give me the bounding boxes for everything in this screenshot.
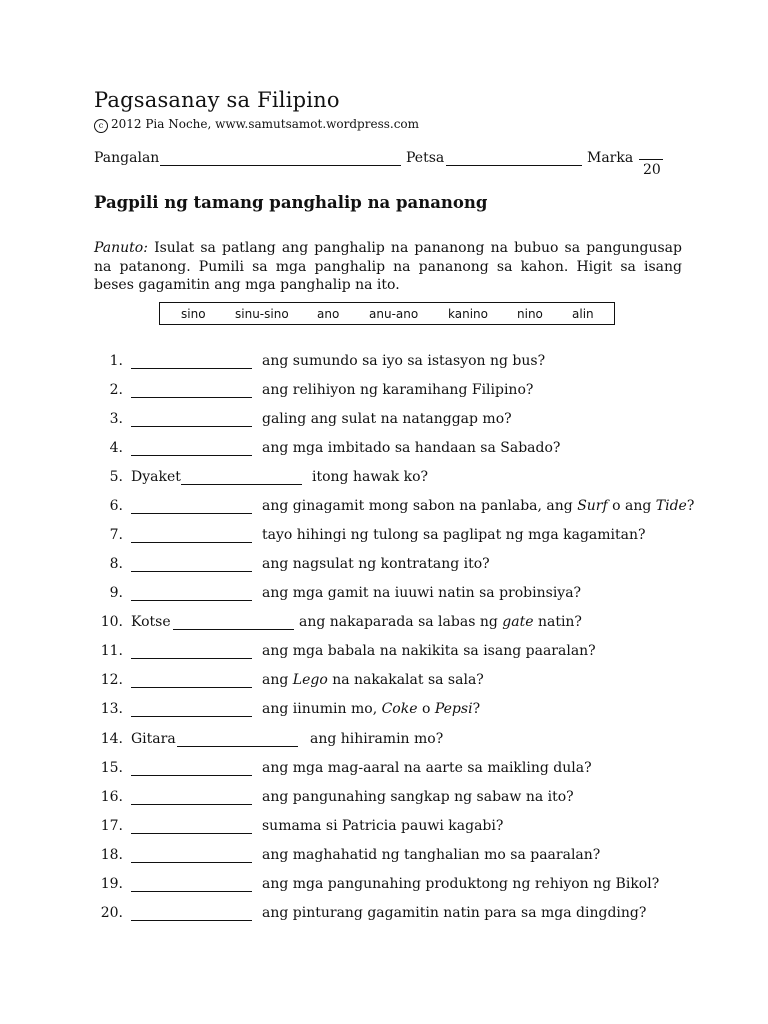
- question-item: 20. ang pinturang gagamitin natin para sa mga dingding?: [100, 905, 647, 921]
- section-title: Pagpili ng tamang panghalip na pananong: [94, 193, 488, 212]
- page-title: Pagsasanay sa Filipino: [94, 88, 340, 112]
- answer-blank[interactable]: [131, 775, 252, 776]
- question-item: 12. ang Lego na nakakalat sa sala?: [100, 672, 484, 688]
- answer-blank[interactable]: [131, 513, 252, 514]
- word-box: [159, 302, 615, 325]
- answer-blank[interactable]: [131, 804, 252, 805]
- word-option: alin: [572, 307, 594, 321]
- question-item: 17. sumama si Patricia pauwi kagabi?: [100, 818, 504, 834]
- instructions-lead: Panuto:: [94, 240, 148, 256]
- question-item: 2. ang relihiyon ng karamihang Filipino?: [109, 382, 534, 398]
- question-item: 18. ang maghahatid ng tanghalian mo sa paaralan?: [100, 847, 601, 863]
- answer-blank[interactable]: [131, 542, 252, 543]
- word-option: ano: [317, 307, 340, 321]
- question-item: 13. ang iinumin mo, Coke o Pepsi?: [100, 701, 481, 717]
- answer-blank[interactable]: [131, 862, 252, 863]
- answer-blank[interactable]: [173, 629, 294, 630]
- instructions: [94, 239, 682, 295]
- question-item: 3. galing ang sulat na natanggap mo?: [109, 411, 512, 427]
- name-label: Pangalan: [94, 150, 160, 166]
- score-field[interactable]: [639, 159, 663, 160]
- question-item: 1. ang sumundo sa iyo sa istasyon ng bus?: [109, 353, 546, 369]
- answer-blank[interactable]: [131, 687, 252, 688]
- score-label: Marka: [587, 150, 634, 166]
- score-total: 20: [643, 162, 661, 178]
- answer-blank[interactable]: [177, 746, 298, 747]
- word-option: nino: [517, 307, 543, 321]
- word-option: kanino: [448, 307, 488, 321]
- copyright-text: 2012 Pia Noche, www.samutsamot.wordpress.com: [111, 117, 420, 131]
- question-item: 8. ang nagsulat ng kontratang ito?: [109, 556, 490, 572]
- word-option: sino: [181, 307, 206, 321]
- answer-blank[interactable]: [131, 426, 252, 427]
- answer-blank[interactable]: [131, 833, 252, 834]
- answer-blank[interactable]: [131, 397, 252, 398]
- question-item: 5. Dyaket itong hawak ko?: [109, 469, 429, 485]
- question-item: 9. ang mga gamit na iuuwi natin sa probinsiya?: [109, 585, 582, 601]
- answer-blank[interactable]: [131, 455, 252, 456]
- question-item: 16. ang pangunahing sangkap ng sabaw na ito?: [100, 789, 574, 805]
- question-item: 14. Gitara ang hihiramin mo?: [100, 731, 444, 747]
- answer-blank[interactable]: [131, 571, 252, 572]
- answer-blank[interactable]: [131, 600, 252, 601]
- answer-blank[interactable]: [131, 891, 252, 892]
- student-info-row: [94, 150, 674, 180]
- word-option: sinu-sino: [235, 307, 289, 321]
- answer-blank[interactable]: [181, 484, 302, 485]
- question-item: 15. ang mga mag-aaral na aarte sa maikling dula?: [100, 760, 592, 776]
- question-item: 11. ang mga babala na nakikita sa isang paaralan?: [100, 643, 596, 659]
- copyright-symbol: c: [94, 119, 108, 133]
- copyright-line: [94, 117, 419, 133]
- answer-blank[interactable]: [131, 368, 252, 369]
- question-item: 7. tayo hihingi ng tulong sa paglipat ng mga kagamitan?: [109, 527, 646, 543]
- word-option: anu-ano: [369, 307, 419, 321]
- instructions-text: Isulat sa patlang ang panghalip na pananong na bubuo sa pangungusap na patanong. Pumili sa mga panghalip na pananong sa kahon. Higit sa isang beses gagamitin ang mga panghalip na ito.: [94, 240, 682, 293]
- answer-blank[interactable]: [131, 920, 252, 921]
- question-item: 6. ang ginagamit mong sabon na panlaba, ang Surf o ang Tide?: [109, 498, 695, 514]
- question-item: 19. ang mga pangunahing produktong ng rehiyon ng Bikol?: [100, 876, 660, 892]
- answer-blank[interactable]: [131, 658, 252, 659]
- name-field[interactable]: [160, 165, 401, 166]
- date-label: Petsa: [406, 150, 445, 166]
- date-field[interactable]: [446, 165, 582, 166]
- question-item: 4. ang mga imbitado sa handaan sa Sabado?: [109, 440, 561, 456]
- question-item: 10. Kotse ang nakaparada sa labas ng gate natin?: [100, 614, 582, 630]
- answer-blank[interactable]: [131, 716, 252, 717]
